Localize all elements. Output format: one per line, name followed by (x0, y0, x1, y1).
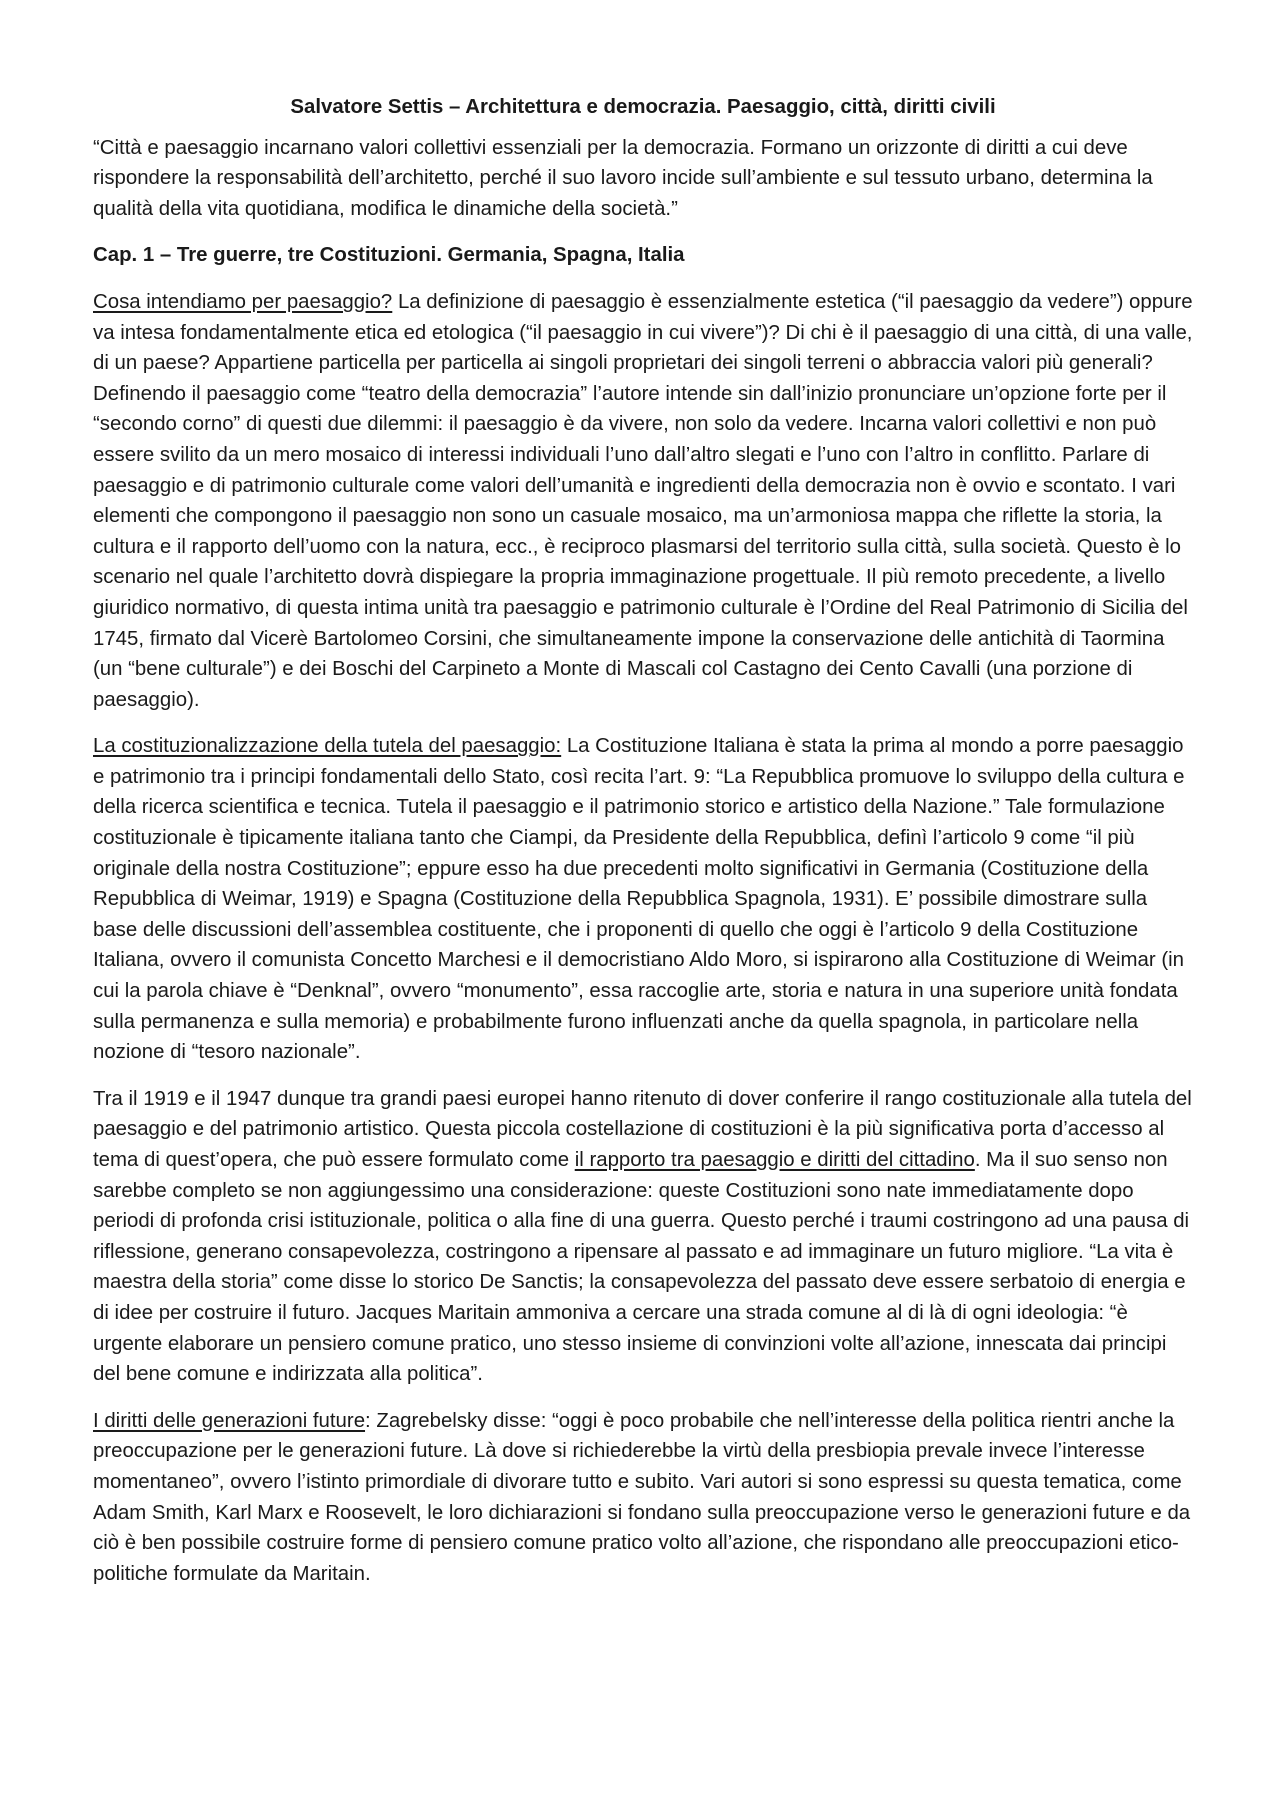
underlined-phrase-rapporto: il rapporto tra paesaggio e diritti del cittadino (574, 1149, 975, 1171)
chapter-title: Cap. 1 – Tre guerre, tre Costituzioni. Germania, Spagna, Italia (93, 244, 685, 267)
document-title: Salvatore Settis – Architettura e democrazia. Paesaggio, città, diritti civili (290, 96, 996, 118)
paragraph-generazioni-future-body: : Zagrebelsky disse: “oggi è poco probabile che nell’interesse della politica rientri anche la preoccupazione per le generazioni future. Là dove si richiederebbe la virtù della presbiopia prevale invece l’interesse momentaneo”, ovvero l’istinto primordiale di divorare tutto e subito. Vari autori si sono espressi su questa tematica, come Adam Smith, Karl Marx e Roosevelt, le loro dichiarazioni si fondano sulla preoccupazione verso le generazioni future e da ciò è ben possibile costruire forme di pensiero comune pratico volto all’azione, che rispondano alle preoccupazioni etico-politiche formulate da Maritain. (93, 1409, 1191, 1585)
section-heading-paesaggio: Cosa intendiamo per paesaggio? (93, 290, 393, 313)
paragraph-costituzionalizzazione-body: La Costituzione Italiana è stata la prima al mondo a porre paesaggio e patrimonio tra i principi fondamentali dello Stato, così recita l’art. 9: “La Repubblica promuove lo sviluppo della cultura e della ricerca scientifica e tecnica. Tutela il paesaggio e il patrimonio storico e artistico della Nazione.” Tale formulazione costituzionale è tipicamente italiana tanto che Ciampi, da Presidente della Repubblica, definì l’articolo 9 come “il più originale della nostra Costituzione”; eppure esso ha due precedenti molto significativi in Germania (Costituzione della Repubblica di Weimar, 1919) e Spagna (Costituzione della Repubblica Spagnola, 1931). E’ possibile dimostrare sulla base delle discussioni dell’assemblea costituente, che i proponenti di quello che oggi è l’articolo 9 della Costituzione Italiana, ovvero il comunista Concetto Marchesi e il democristiano Aldo Moro, si ispirarono alla Costituzione di Weimar (in cui la parola chiave è “Denknal”, ovvero “monumento”, essa raccoglie arte, storia e natura in una superiore unità fondata sulla permanenza e sulla memoria) e probabilmente furono influenzati anche da quella spagnola, in particolare nella nozione di “tesoro nazionale”. (93, 735, 1185, 1064)
paragraph-paesaggio-body: La definizione di paesaggio è essenzialmente estetica (“il paesaggio da vedere”) oppure va intesa fondamentalmente etica ed etologica (“il paesaggio in cui vivere”)? Di chi è il paesaggio di una città, di una valle, di un paese? Appartiene particella per particella ai singoli proprietari dei singoli terreni o abbraccia valori più generali? Definendo il paesaggio come “teatro della democrazia” l’autore intende sin dall’inizio pronunciare un’opzione forte per il “secondo corno” di questi due dilemmi: il paesaggio è da vivere, non solo da vedere. Incarna valori collettivi e non può essere svilito da un mero mosaico di interessi individuali l’uno dall’altro slegati e l’uno con l’altro in conflitto. Parlare di paesaggio e di patrimonio culturale come valori dell’umanità e ingredienti della democrazia non è ovvio e scontato. I vari elementi che compongono il paesaggio non sono un casuale mosaico, ma un’armoniosa mappa che riflette la storia, la cultura e il rapporto dell’uomo con la natura, ecc., è reciproco plasmarsi del territorio sulla città, sulla società. Questo è lo scenario nel quale l’architetto dovrà dispiegare la propria immaginazione progettuale. Il più remoto precedente, a livello giuridico normativo, di questa intima unità tra paesaggio e patrimonio culturale è l’Ordine del Real Patrimonio di Sicilia del 1745, firmato dal Vicerè Bartolomeo Corsini, che simultaneamente impone la conservazione delle antichità di Taormina (un “bene culturale”) e dei Boschi del Carpineto a Monte di Mascali col Castagno dei Cento Cavalli (una porzione di paesaggio). (93, 290, 1193, 711)
paragraph-paesaggio (93, 287, 1193, 715)
section-heading-generazioni-future: I diritti delle generazioni future (93, 1409, 366, 1432)
section-heading-costituzionalizzazione: La costituzionalizzazione della tutela del paesaggio: (93, 735, 562, 758)
paragraph-costituzioni (93, 1084, 1193, 1390)
document-content (93, 92, 1193, 1605)
opening-quote: “Città e paesaggio incarnano valori collettivi essenziali per la democrazia. Formano un orizzonte di diritti a cui deve rispondere la responsabilità dell’architetto, perché il suo lavoro incide sull’ambiente e sul tessuto urbano, determina la qualità della vita quotidiana, modifica le dinamiche della società.” (93, 136, 1153, 220)
paragraph-generazioni-future (93, 1406, 1193, 1590)
paragraph-costituzioni-after: . Ma il suo senso non sarebbe completo se non aggiungessimo una considerazione: queste Costituzioni sono nate immediatamente dopo periodi di profonda crisi istituzionale, politica o alla fine di una guerra. Questo perché i traumi costringono ad una pausa di riflessione, generano consapevolezza, costringono a ripensare al passato e ad immaginare un futuro migliore. “La vita è maestra della storia” come disse lo storico De Sanctis; la consapevolezza del passato deve essere serbatoio di energia e di idee per costruire il futuro. Jacques Maritain ammoniva a cercare una strada comune al di là di ogni ideologia: “è urgente elaborare un pensiero comune pratico, uno stesso insieme di convinzioni volte all’azione, innescata dai principi del bene comune e indirizzata alla politica”. (93, 1149, 1190, 1386)
paragraph-costituzioni-before: Tra il 1919 e il 1947 dunque tra grandi paesi europei hanno ritenuto di dover conferire il rango costituzionale alla tutela del paesaggio e del patrimonio artistico. Questa piccola costellazione di costituzioni è la più significativa porta d’accesso al tema di quest’opera, che può essere formulato come (93, 1087, 1192, 1171)
paragraph-costituzionalizzazione (93, 731, 1193, 1068)
